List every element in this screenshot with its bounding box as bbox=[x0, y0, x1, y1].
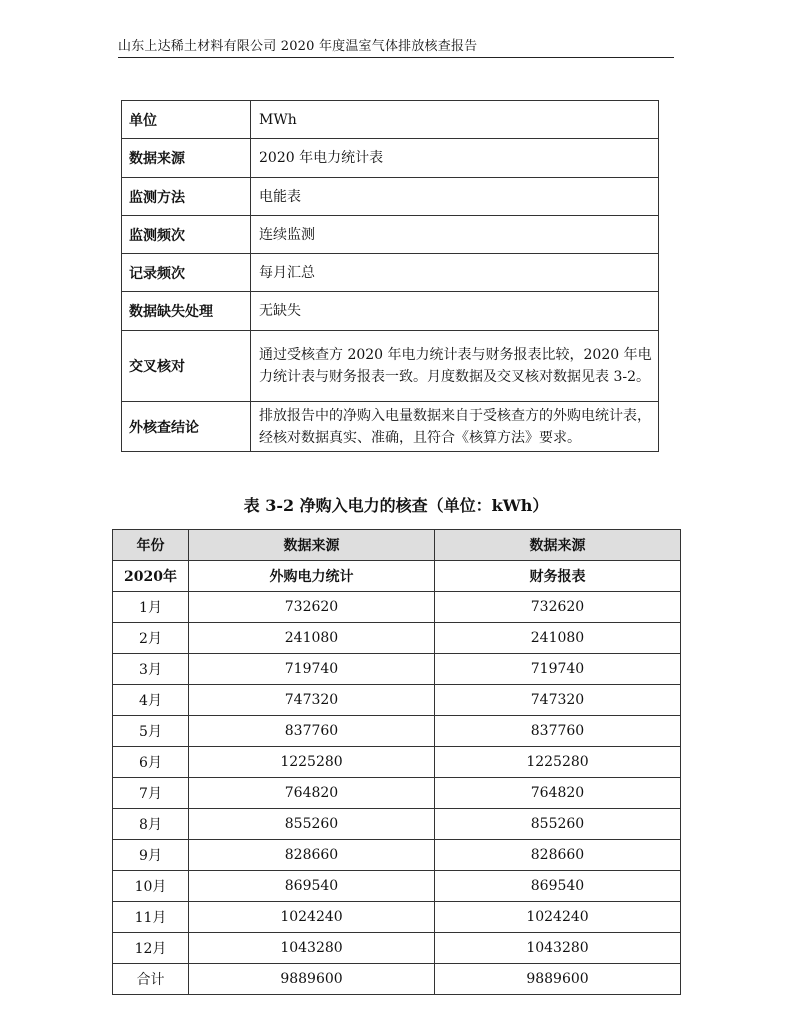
table-row bbox=[113, 654, 681, 685]
info-key: 交叉核对 bbox=[122, 331, 251, 402]
table-row bbox=[113, 933, 681, 964]
purchased-value-cell: 764820 bbox=[189, 778, 435, 809]
info-key: 监测频次 bbox=[122, 216, 251, 254]
purchased-value-cell: 869540 bbox=[189, 871, 435, 902]
info-key: 数据缺失处理 bbox=[122, 292, 251, 331]
table-subheader-row bbox=[113, 561, 681, 592]
table-row bbox=[113, 685, 681, 716]
month-cell: 6月 bbox=[113, 747, 189, 778]
info-row bbox=[122, 402, 659, 452]
finance-value-cell: 9889600 bbox=[435, 964, 681, 995]
info-key: 外核查结论 bbox=[122, 402, 251, 452]
header-cell-year: 年份 bbox=[113, 530, 189, 561]
purchased-value-cell: 719740 bbox=[189, 654, 435, 685]
table-row bbox=[113, 964, 681, 995]
month-cell: 8月 bbox=[113, 809, 189, 840]
header-cell-source-2: 数据来源 bbox=[435, 530, 681, 561]
table-row bbox=[113, 778, 681, 809]
info-value: 2020 年电力统计表 bbox=[251, 139, 659, 178]
month-cell: 2月 bbox=[113, 623, 189, 654]
table-caption: 表 3-2 净购入电力的核查（单位：kWh） bbox=[243, 496, 549, 515]
info-value: 每月汇总 bbox=[251, 254, 659, 292]
info-row bbox=[122, 292, 659, 331]
table-row bbox=[113, 747, 681, 778]
info-row bbox=[122, 254, 659, 292]
info-value: 电能表 bbox=[251, 178, 659, 216]
purchased-value-cell: 828660 bbox=[189, 840, 435, 871]
info-value: 连续监测 bbox=[251, 216, 659, 254]
info-key: 单位 bbox=[122, 101, 251, 139]
finance-value-cell: 764820 bbox=[435, 778, 681, 809]
finance-value-cell: 1225280 bbox=[435, 747, 681, 778]
info-value: 排放报告中的净购入电量数据来自于受核查方的外购电统计表，经核对数据真实、准确，且符合《核算方法》要求。 bbox=[251, 402, 659, 452]
purchased-value-cell: 747320 bbox=[189, 685, 435, 716]
month-cell: 3月 bbox=[113, 654, 189, 685]
info-row bbox=[122, 216, 659, 254]
month-cell: 10月 bbox=[113, 871, 189, 902]
purchased-value-cell: 1043280 bbox=[189, 933, 435, 964]
table-row bbox=[113, 840, 681, 871]
table-row bbox=[113, 592, 681, 623]
month-cell: 11月 bbox=[113, 902, 189, 933]
finance-value-cell: 855260 bbox=[435, 809, 681, 840]
page-header: 山东上达稀土材料有限公司 2020 年度温室气体排放核查报告 bbox=[118, 37, 674, 58]
finance-value-cell: 837760 bbox=[435, 716, 681, 747]
finance-value-cell: 747320 bbox=[435, 685, 681, 716]
purchased-value-cell: 732620 bbox=[189, 592, 435, 623]
purchased-value-cell: 9889600 bbox=[189, 964, 435, 995]
electricity-table bbox=[112, 529, 681, 995]
month-cell: 合计 bbox=[113, 964, 189, 995]
finance-value-cell: 1043280 bbox=[435, 933, 681, 964]
purchased-value-cell: 241080 bbox=[189, 623, 435, 654]
table-row bbox=[113, 871, 681, 902]
table-row bbox=[113, 809, 681, 840]
info-row bbox=[122, 139, 659, 178]
finance-value-cell: 1024240 bbox=[435, 902, 681, 933]
purchased-value-cell: 837760 bbox=[189, 716, 435, 747]
month-cell: 5月 bbox=[113, 716, 189, 747]
info-row bbox=[122, 101, 659, 139]
month-cell: 9月 bbox=[113, 840, 189, 871]
month-cell: 12月 bbox=[113, 933, 189, 964]
month-cell: 1月 bbox=[113, 592, 189, 623]
table-header-row bbox=[113, 530, 681, 561]
month-cell: 7月 bbox=[113, 778, 189, 809]
table-row bbox=[113, 716, 681, 747]
info-value: 通过受核查方 2020 年电力统计表与财务报表比较，2020 年电力统计表与财务报表一致。月度数据及交叉核对数据见表 3-2。 bbox=[251, 331, 659, 402]
finance-value-cell: 869540 bbox=[435, 871, 681, 902]
finance-value-cell: 719740 bbox=[435, 654, 681, 685]
purchased-value-cell: 855260 bbox=[189, 809, 435, 840]
finance-value-cell: 241080 bbox=[435, 623, 681, 654]
finance-value-cell: 828660 bbox=[435, 840, 681, 871]
info-key: 监测方法 bbox=[122, 178, 251, 216]
month-cell: 4月 bbox=[113, 685, 189, 716]
info-key: 数据来源 bbox=[122, 139, 251, 178]
table-row bbox=[113, 623, 681, 654]
info-row bbox=[122, 331, 659, 402]
purchased-value-cell: 1024240 bbox=[189, 902, 435, 933]
info-key: 记录频次 bbox=[122, 254, 251, 292]
info-value: MWh bbox=[251, 101, 659, 139]
info-value: 无缺失 bbox=[251, 292, 659, 331]
header-cell-source-1: 数据来源 bbox=[189, 530, 435, 561]
info-table bbox=[121, 100, 659, 452]
finance-value-cell: 732620 bbox=[435, 592, 681, 623]
subheader-cell-finance: 财务报表 bbox=[435, 561, 681, 592]
subheader-cell-purchased: 外购电力统计 bbox=[189, 561, 435, 592]
table-row bbox=[113, 902, 681, 933]
subheader-cell-year: 2020年 bbox=[113, 561, 189, 592]
purchased-value-cell: 1225280 bbox=[189, 747, 435, 778]
info-row bbox=[122, 178, 659, 216]
